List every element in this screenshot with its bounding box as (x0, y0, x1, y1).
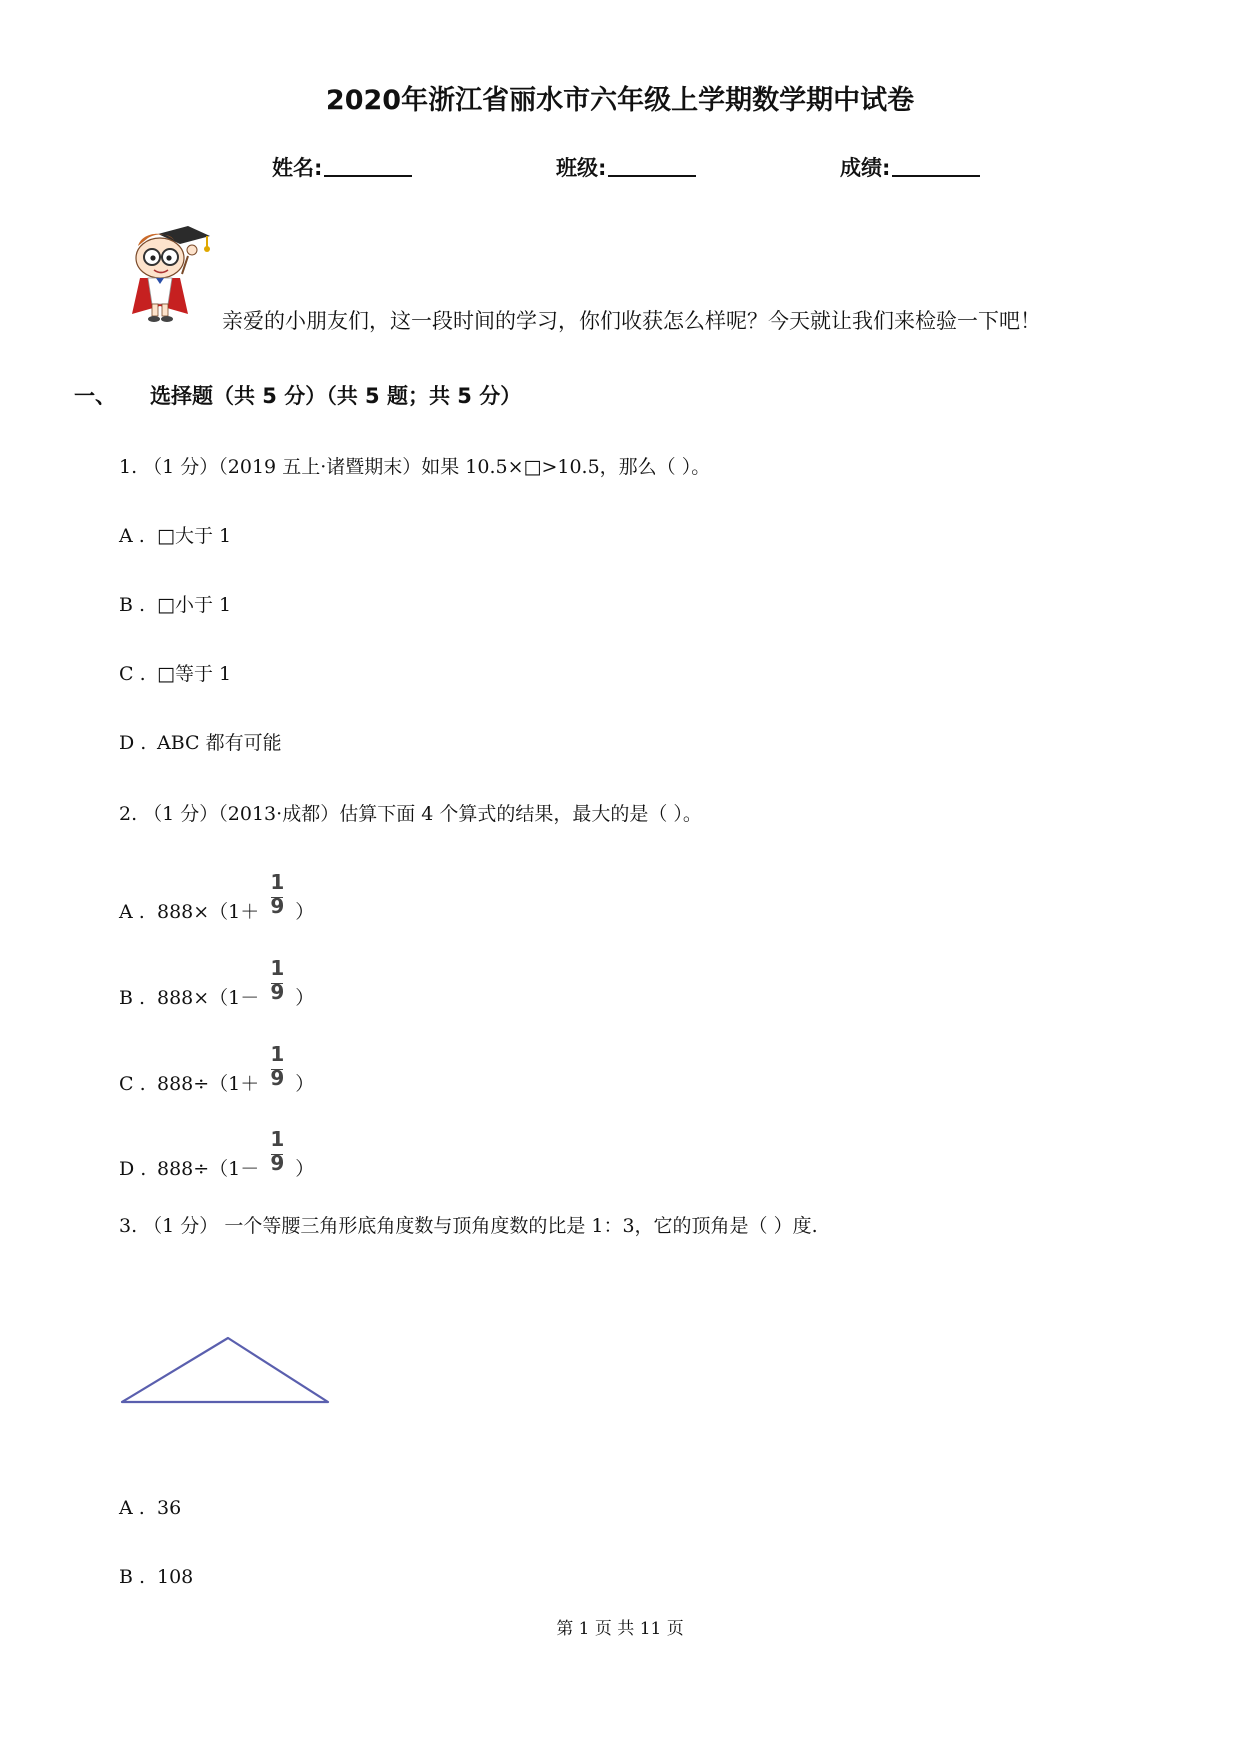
option-letter: D . (119, 1158, 147, 1180)
question-1: 1. （1 分）（2019 五上·诸暨期末）如果 10.5×□>10.5，那么（ ）。 (119, 456, 711, 478)
option-text: 36 (157, 1497, 182, 1519)
fraction (265, 956, 289, 1010)
option-letter: B . (119, 1566, 146, 1588)
q1-option-b[interactable] (119, 590, 231, 617)
mascot-illustration (118, 222, 222, 326)
fraction (265, 1042, 289, 1096)
option-letter: B . (119, 987, 146, 1009)
fraction (265, 870, 289, 924)
page-footer: 第 1 页 共 11 页 (556, 1619, 684, 1639)
question-2: 2. （1 分）（2013·成都）估算下面 4 个算式的结果，最大的是（ ）。 (119, 803, 702, 825)
q2-option-c[interactable] (119, 1042, 315, 1096)
section-title: 选择题（共 5 分）（共 5 题；共 5 分） (150, 384, 522, 408)
greeting-text: 亲爱的小朋友们，这一段时间的学习，你们收获怎么样呢？今天就让我们来检验一下吧！ (222, 309, 1041, 333)
class-label: 班级: (556, 156, 607, 180)
option-suffix: ） (295, 987, 315, 1009)
q2-option-b[interactable] (119, 956, 315, 1010)
option-letter: A . (119, 525, 145, 547)
score-label: 成绩: (840, 156, 891, 180)
option-suffix: ） (295, 1073, 315, 1095)
option-expression: 888÷（1－ (157, 1158, 260, 1180)
option-letter: A . (119, 901, 145, 923)
option-text: □等于 1 (157, 663, 232, 685)
page-title: 2020年浙江省丽水市六年级上学期数学期中试卷 (325, 85, 915, 116)
option-expression: 888÷（1＋ (157, 1073, 260, 1095)
option-suffix: ） (295, 1158, 315, 1180)
fraction-numerator: 1 (270, 1127, 285, 1151)
fraction-denominator: 9 (270, 894, 285, 918)
name-label: 姓名: (272, 156, 323, 180)
option-letter: C . (119, 1073, 146, 1095)
q2-option-a[interactable] (119, 870, 315, 924)
name-field (272, 152, 412, 182)
q1-option-a[interactable] (119, 521, 231, 548)
isosceles-triangle-figure (118, 1332, 334, 1406)
q1-option-d[interactable] (119, 728, 282, 755)
section-heading (74, 380, 521, 410)
class-blank[interactable] (608, 155, 696, 177)
fraction (265, 1127, 289, 1181)
q3-option-a[interactable] (119, 1497, 181, 1519)
fraction-numerator: 1 (270, 1042, 285, 1066)
fraction-denominator: 9 (270, 1066, 285, 1090)
fraction-denominator: 9 (270, 980, 285, 1004)
score-field (840, 152, 980, 182)
option-text: ABC 都有可能 (157, 732, 282, 754)
name-blank[interactable] (324, 155, 412, 177)
triangle-shape (122, 1338, 328, 1402)
option-text: □小于 1 (157, 594, 232, 616)
class-field (556, 152, 696, 182)
score-blank[interactable] (892, 155, 980, 177)
section-number: 一、 (74, 384, 116, 408)
fraction-denominator: 9 (270, 1151, 285, 1175)
option-expression: 888×（1＋ (157, 901, 260, 923)
option-letter: A . (119, 1497, 145, 1519)
option-letter: D . (119, 732, 147, 754)
option-expression: 888×（1－ (157, 987, 260, 1009)
q2-option-d[interactable] (119, 1127, 315, 1181)
option-text: 108 (157, 1566, 194, 1588)
q3-option-b[interactable] (119, 1566, 193, 1588)
question-3: 3. （1 分） 一个等腰三角形底角度数与顶角度数的比是 1：3，它的顶角是（ ）度. (119, 1215, 818, 1237)
option-letter: B . (119, 594, 146, 616)
option-letter: C . (119, 663, 146, 685)
fraction-numerator: 1 (270, 870, 285, 894)
option-suffix: ） (295, 901, 315, 923)
option-text: □大于 1 (157, 525, 232, 547)
q1-option-c[interactable] (119, 659, 231, 686)
fraction-numerator: 1 (270, 956, 285, 980)
